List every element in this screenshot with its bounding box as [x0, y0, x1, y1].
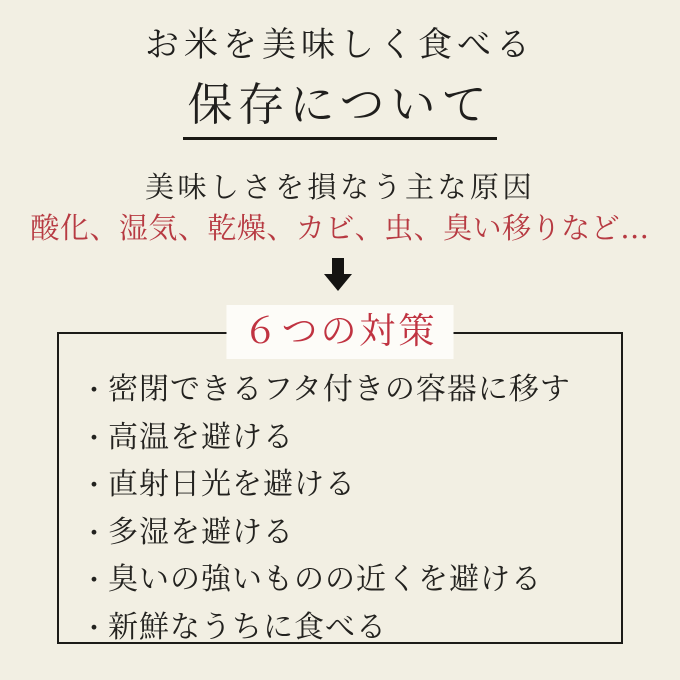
- down-arrow-icon: [324, 258, 352, 291]
- list-item: [81, 557, 613, 605]
- page-title-row: [0, 68, 680, 140]
- causes-list-text: 酸化、湿気、乾燥、カビ、虫、臭い移りなど…: [30, 211, 650, 245]
- bullet-glyph: ・: [81, 518, 109, 549]
- list-item: [81, 510, 613, 558]
- measure-text: 新鮮なうちに食べる: [108, 609, 388, 645]
- page-title: 保存について: [183, 68, 496, 140]
- bullet-glyph: ・: [81, 613, 109, 644]
- page-subtitle: お米を美味しく食べる: [145, 25, 535, 65]
- measure-text: 高温を避ける: [108, 419, 295, 455]
- list-item: [81, 367, 613, 415]
- bullet-glyph: ・: [81, 423, 109, 454]
- causes-heading: 美味しさを損なう主な原因: [144, 170, 535, 204]
- measure-text: 密閉できるフタ付きの容器に移す: [108, 372, 571, 407]
- measure-text: 直射日光を避ける: [108, 467, 357, 502]
- measures-box: [57, 311, 623, 645]
- measures-list: [59, 334, 621, 652]
- down-arrow-stem: [332, 258, 344, 275]
- measures-box-title: ６つの対策: [226, 305, 453, 359]
- bullet-glyph: ・: [81, 376, 109, 406]
- list-item: [81, 462, 613, 510]
- bullet-glyph: ・: [81, 566, 109, 596]
- down-arrow-head: [324, 274, 352, 291]
- bullet-glyph: ・: [81, 471, 109, 501]
- measure-text: 多湿を避ける: [108, 514, 295, 550]
- list-item: [81, 415, 613, 463]
- list-item: [81, 605, 613, 653]
- measure-text: 臭いの強いものの近くを避ける: [108, 562, 543, 597]
